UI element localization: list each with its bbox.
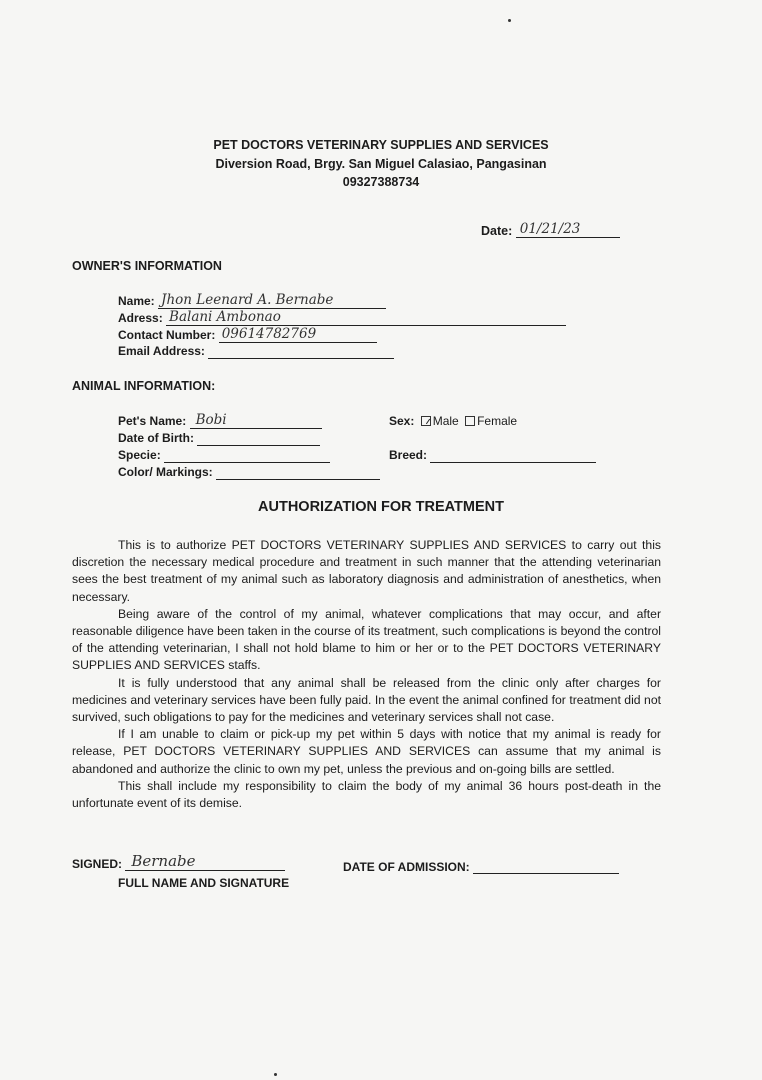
authorization-paragraph: This shall include my responsibility to claim the body of my animal 36 hours post-death in the unfortunate event of its demise. bbox=[72, 778, 661, 811]
admission-label: DATE OF ADMISSION: bbox=[343, 860, 470, 874]
signed-label: SIGNED: bbox=[72, 857, 123, 871]
scan-speck bbox=[508, 19, 511, 22]
specie-label: Specie: bbox=[118, 448, 161, 462]
clinic-header bbox=[0, 136, 762, 192]
owner-contact-field bbox=[118, 327, 377, 343]
signature-value: Bernabe bbox=[131, 852, 196, 870]
authorization-paragraph: It is fully understood that any animal shall be released from the clinic only after charges for medicines and veterinary services have been fully paid. In the event the animal confined for treatment did not survived, such obligations to pay for the medicines and veterinary services shall not case. bbox=[72, 675, 661, 725]
animal-section-title: ANIMAL INFORMATION: bbox=[72, 379, 216, 393]
owner-address-value: Balani Ambonao bbox=[169, 309, 281, 325]
breed-line[interactable] bbox=[430, 447, 596, 463]
admission-line[interactable] bbox=[473, 858, 619, 874]
breed-field bbox=[389, 447, 596, 463]
owner-contact-line[interactable] bbox=[219, 327, 377, 343]
specie-line[interactable] bbox=[164, 447, 330, 463]
authorization-title: AUTHORIZATION FOR TREATMENT bbox=[258, 499, 504, 515]
owner-address-line[interactable] bbox=[166, 310, 566, 326]
pet-name-label: Pet's Name: bbox=[118, 414, 187, 428]
clinic-phone: 09327388734 bbox=[342, 175, 420, 189]
signature-caption: FULL NAME AND SIGNATURE bbox=[118, 876, 290, 890]
owner-address-label: Adress: bbox=[118, 311, 163, 325]
date-field bbox=[481, 222, 620, 238]
clinic-name: PET DOCTORS VETERINARY SUPPLIES AND SERVICES bbox=[213, 138, 549, 152]
date-line[interactable] bbox=[516, 222, 620, 238]
owner-email-field bbox=[118, 343, 394, 359]
authorization-paragraph: This is to authorize PET DOCTORS VETERINARY SUPPLIES AND SERVICES to carry out this discretion the necessary medical procedure and treatment in such manner that the attending veterinarian sees the best treatment of my animal such as laboratory diagnosis and administration of anesthetics, when necessary. bbox=[72, 538, 661, 604]
pet-name-line[interactable] bbox=[190, 413, 322, 429]
owner-address-field bbox=[118, 310, 566, 326]
female-label: Female bbox=[477, 414, 518, 428]
owner-name-label: Name: bbox=[118, 294, 155, 308]
breed-label: Breed: bbox=[389, 448, 428, 462]
dob-field bbox=[118, 430, 320, 446]
specie-field bbox=[118, 447, 330, 463]
authorization-paragraph: Being aware of the control of my animal, whatever complications that may occur, and after reasonable diligence have been taken in the course of its treatment, such complications is beyond the control of the attending veterinarian, I shall not hold blame to him or her or to the PET DOCTORS VETERINARY SUPPLIES AND SERVICES staffs. bbox=[72, 606, 661, 673]
pet-name-field bbox=[118, 413, 322, 429]
pet-name-value: Bobi bbox=[195, 412, 227, 428]
owner-name-field bbox=[118, 293, 386, 309]
owner-section-title: OWNER'S INFORMATION bbox=[72, 259, 222, 273]
signed-field bbox=[72, 852, 285, 871]
sex-label: Sex: bbox=[389, 414, 415, 428]
owner-name-line[interactable] bbox=[158, 293, 386, 309]
sex-field bbox=[389, 413, 517, 429]
authorization-body bbox=[72, 537, 661, 812]
male-checkbox[interactable] bbox=[421, 416, 431, 426]
signature-line[interactable] bbox=[125, 852, 285, 871]
admission-field bbox=[343, 858, 619, 874]
authorization-paragraph: If I am unable to claim or pick-up my pet within 5 days with notice that my animal is ready for release, PET DOCTORS VETERINARY SUPPLIES AND SERVICES can assume that my animal is abandoned and authorize the clinic to own my pet, unless the previous and on-going bills are settled. bbox=[72, 727, 661, 776]
date-label: Date: bbox=[481, 224, 513, 238]
scan-speck bbox=[274, 1073, 277, 1076]
owner-contact-value: 09614782769 bbox=[221, 326, 317, 342]
color-line[interactable] bbox=[216, 464, 380, 480]
color-field bbox=[118, 464, 380, 480]
color-label: Color/ Markings: bbox=[118, 465, 213, 479]
clinic-address: Diversion Road, Brgy. San Miguel Calasiao, Pangasinan bbox=[215, 156, 547, 171]
female-checkbox[interactable] bbox=[465, 416, 475, 426]
dob-line[interactable] bbox=[197, 430, 320, 446]
date-value: 01/21/23 bbox=[519, 221, 581, 237]
owner-email-line[interactable] bbox=[208, 343, 394, 359]
owner-email-label: Email Address: bbox=[118, 344, 205, 358]
dob-label: Date of Birth: bbox=[118, 431, 194, 445]
owner-contact-label: Contact Number: bbox=[118, 328, 216, 342]
owner-name-value: Jhon Leenard A. Bernabe bbox=[161, 292, 334, 308]
male-label: Male bbox=[432, 414, 459, 428]
